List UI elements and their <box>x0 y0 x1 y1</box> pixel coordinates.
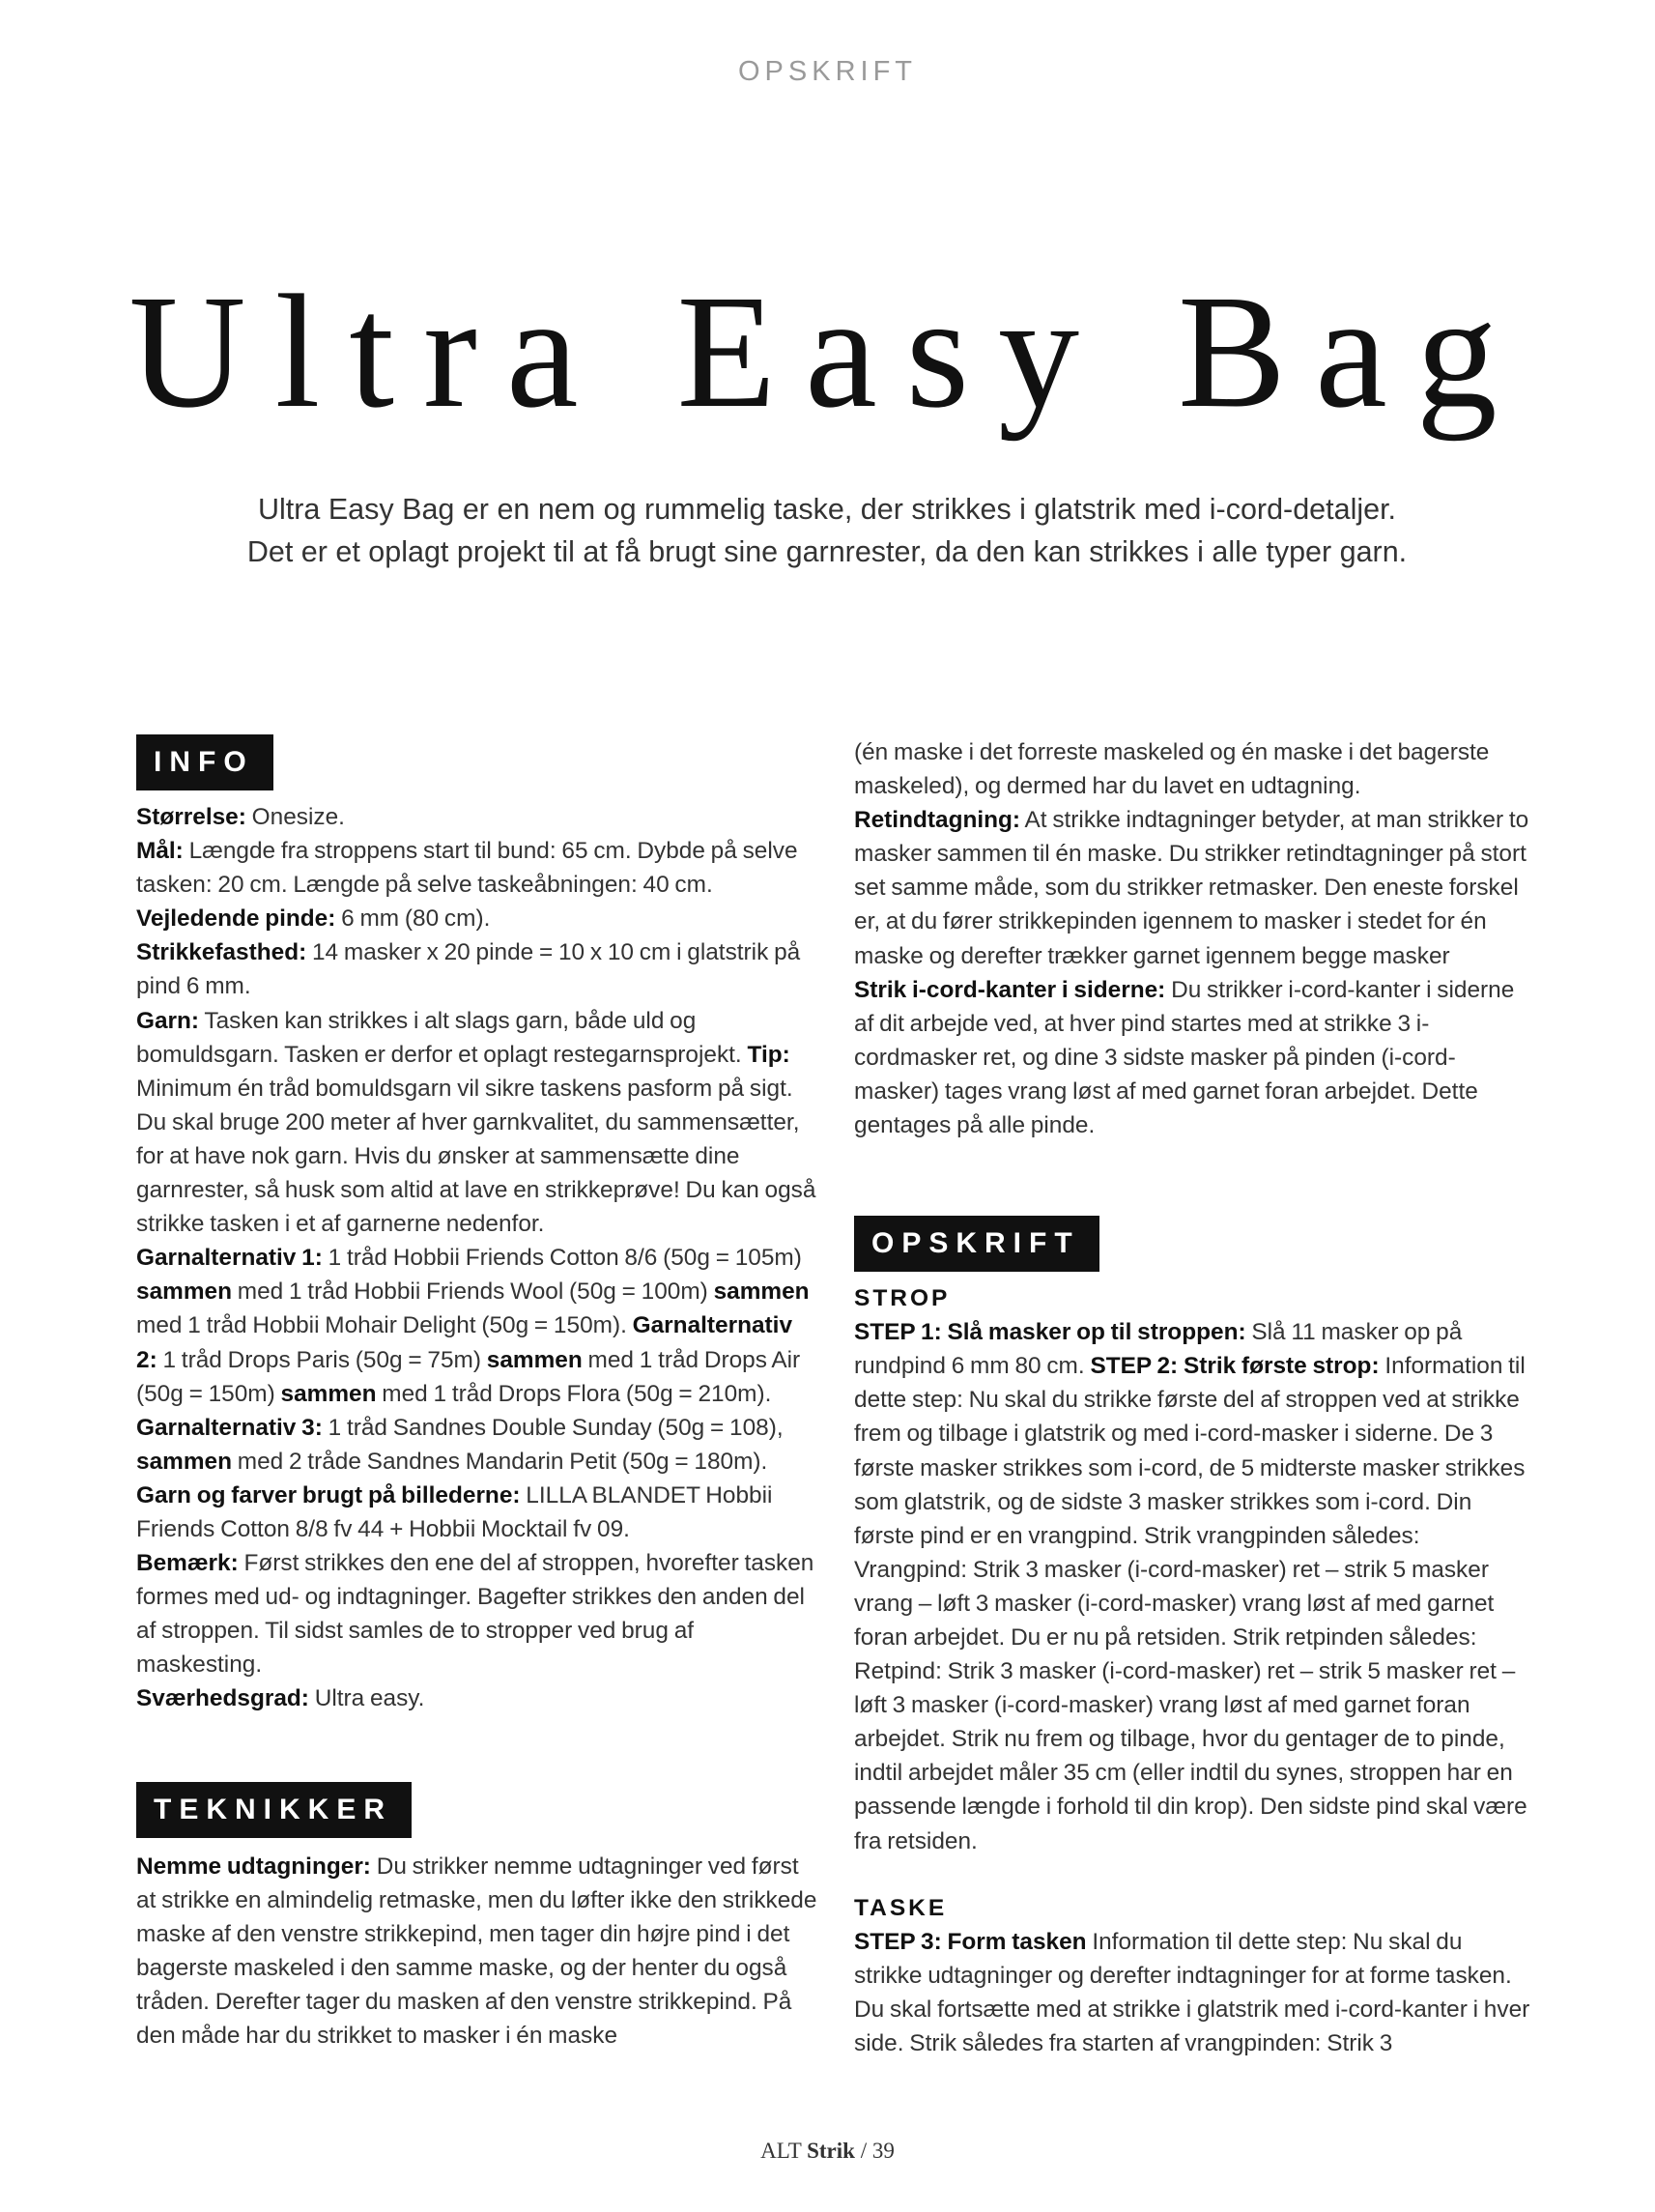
right-column <box>854 735 1532 2060</box>
strap-subheading: STROP <box>854 1285 951 1312</box>
info-yarn-alternatives: Garnalternativ 1: 1 tråd Hobbii Friends Cotton 8/6 (50g = 105m) sammen med 1 tråd Hobbii Friends Wool (50g = 100m) sammen med 1 tråd Hobbii Mohair Delight (50g = 150m). Garnalternativ 2: 1 tråd Drops Paris (50g = 75m) sammen med 1 tråd Drops Air (50g = 150m) sammen med 1 tråd Drops Flora (50g = 210m). Garnalternativ 3: 1 tråd Sandnes Double Sunday (50g = 108), sammen med 2 tråde Sandnes Mandarin Petit (50g = 180m). Garn og farver brugt på billederne: LILLA BLANDET Hobbii Friends Cotton 8/8 fv 44 + Hobbii Mocktail fv 09. <box>136 1245 810 1542</box>
page-number: / 39 <box>860 2139 895 2163</box>
info-yarn: Garn: Tasken kan strikkes i alt slags garn, både uld og bomuldsgarn. Tasken er derfor et oplagt restegarnsprojekt. Tip: Minimum én tråd bomuldsgarn vil sikre taskens pasform på sigt. Du skal bruge 200 meter af hver garnkvalitet, du sammensætter, for at have nok garn. Hvis du ønsker at sammensætte dine garnrester, så husk som altid at lave en strikkeprøve! Du kan også strikke tasken i et af garnerne nedenfor. <box>136 1007 816 1238</box>
lead-paragraph <box>151 488 1503 573</box>
info-size: Størrelse: Onesize. <box>136 804 345 830</box>
info-note: Bemærk: Først strikkes den ene del af stroppen, hvorefter tasken formes med ud- og indtagninger. Bagefter strikkes den anden del af stroppen. Til sidst samles de to stropper ved brug af maskesting. <box>136 1550 814 1679</box>
info-needles: Vejledende pinde: 6 mm (80 cm). <box>136 905 491 933</box>
page-footer <box>0 2139 1655 2164</box>
info-difficulty: Sværhedsgrad: Ultra easy. <box>136 1685 425 1712</box>
technique-easy-increase-continued: (én maske i det forreste maskeled og én maske i det bagerste maskeled), og dermed har du lavet en udtagning. <box>854 739 1490 800</box>
lead-line-2: Det er et oplagt projekt til at få brugt sine garnrester, da den kan strikkes i alle typer garn. <box>246 535 1408 568</box>
recipe-bag-step: STEP 3: Form tasken Information til dette step: Nu skal du strikke udtagninger og derefter indtagninger for at forme tasken. Du skal fortsætte med at strikke i glatstrik med i-cord-kanter i hver side. Strik således fra starten af vrangpinden: Strik 3 <box>854 1928 1530 2056</box>
info-measurements: Mål: Længde fra stroppens start til bund: 65 cm. Dybde på selve tasken: 20 cm. Længde på selve taskeåbningen: 40 cm. <box>136 838 798 899</box>
left-column <box>136 734 817 2053</box>
footer-brand-bold: Strik <box>807 2139 855 2163</box>
section-kicker: OPSKRIFT <box>737 56 917 87</box>
technique-icord: Strik i-cord-kanter i siderne: Du strikker i-cord-kanter i siderne af dit arbejde ved, at hver pind startes med at strikke 3 i-cordmasker ret, og dine 3 sidste masker på pinden (i-cord-masker) tages vrang løst af med garnet foran arbejdet. Dette gentages på alle pinde. <box>854 976 1515 1139</box>
recipe-heading: OPSKRIFT <box>854 1216 1099 1272</box>
bag-subheading: TASKE <box>854 1894 948 1921</box>
technique-easy-increase: Nemme udtagninger: Du strikker nemme udtagninger ved først at strikke en almindelig retmaske, men du løfter ikke den strikkede maske af den venstre strikkepind, men tager din højre pind i det bagerste maskeled i den samme maske, og der henter du også tråden. Derefter tager du masken af den venstre strikkepind. På den måde har du strikket to masker i én maske <box>136 1853 817 2049</box>
info-gauge: Strikkefasthed: 14 masker x 20 pinde = 10 x 10 cm i glatstrik på pind 6 mm. <box>136 939 801 1000</box>
info-heading: INFO <box>136 734 273 790</box>
technique-decrease: Retindtagning: At strikke indtagninger betyder, at man strikker to masker sammen til én maske. Du strikker retindtagninger på stort set samme måde, som du strikker retmasker. Den eneste forskel er, at du fører strikkepinden igennem to masker i stedet for én maske og derefter trækker garnet igennem begge masker <box>854 807 1529 969</box>
techniques-heading: TEKNIKKER <box>136 1782 412 1838</box>
recipe-strap-steps: STEP 1: Slå masker op til stroppen: Slå 11 masker op på rundpind 6 mm 80 cm. STEP 2: Strik første strop: Information til dette step: Nu skal du strikke første del af stroppen ved at strikke frem og tilbage i glatstrik og med i-cord-masker i siderne. De 3 første masker strikkes som i-cord, de 5 midterste masker strikkes som glatstrik, og de sidste 3 masker strikkes som i-cord. Din første pind er en vrangpind. Strik vrangpinden således: Vrangpind: Strik 3 masker (i-cord-masker) ret – strik 5 masker vrang – løft 3 masker (i-cord-masker) vrang løst af med garnet foran arbejdet. Du er nu på retsiden. Strik retpinden således: Retpind: Strik 3 masker (i-cord-masker) ret – strik 5 masker ret – løft 3 masker (i-cord-masker) vrang løst af med garnet foran arbejdet. Strik nu frem og tilbage, hvor du gentager de to pinde, indtil arbejdet måler 35 cm (eller indtil du synes, stroppen har en passende længde i forhold til din krop). Den sidste pind skal være fra retsiden. <box>854 1319 1527 1854</box>
page-title: Ultra Easy Bag <box>128 262 1527 442</box>
footer-brand-light: ALT <box>760 2139 802 2163</box>
lead-line-1: Ultra Easy Bag er en nem og rummelig taske, der strikkes i glatstrik med i-cord-detaljer. <box>257 493 1397 526</box>
